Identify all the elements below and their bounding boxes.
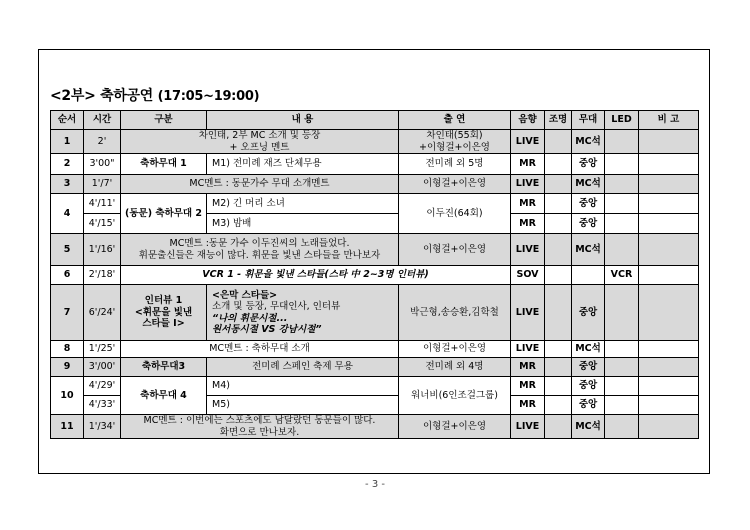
row-no: 2 — [51, 154, 84, 175]
row-time: 3'/00' — [84, 358, 121, 377]
table-row — [51, 358, 699, 377]
row-category: 축하무대 4 — [121, 377, 207, 415]
row-content: 전미례 스페인 축제 무용 — [207, 358, 399, 377]
row-lighting — [545, 415, 572, 439]
row-led — [605, 130, 639, 154]
row-content: M1) 전미례 재즈 단체무용 — [207, 154, 399, 175]
cast-line: 차인태(55회) — [426, 130, 483, 141]
row-remarks — [639, 234, 699, 266]
row-led — [605, 175, 639, 194]
row-lighting — [545, 341, 572, 358]
col-header-sound: 음향 — [511, 111, 545, 130]
row-lighting — [545, 194, 572, 214]
row-time: 4'/11' — [84, 194, 121, 214]
col-header-stage: 무대 — [572, 111, 605, 130]
row-cast — [399, 130, 511, 154]
row-no: 4 — [51, 194, 84, 234]
cast-line: +이형걸+이은영 — [419, 141, 490, 153]
row-sound: MR — [511, 194, 545, 214]
row-time: 4'/33' — [84, 396, 121, 415]
col-header-led: LED — [605, 111, 639, 130]
row-remarks — [639, 194, 699, 214]
row-stage: MC석 — [572, 415, 605, 439]
row-lighting — [545, 266, 572, 285]
row-sound: MR — [511, 154, 545, 175]
row-lighting — [545, 175, 572, 194]
row-cast: 이두진(64회) — [399, 194, 511, 234]
row-stage: 중앙 — [572, 154, 605, 175]
row-remarks — [639, 358, 699, 377]
row-led — [605, 415, 639, 439]
row-led: VCR — [605, 266, 639, 285]
row-lighting — [545, 130, 572, 154]
table-row — [51, 130, 699, 154]
row-sound: MR — [511, 396, 545, 415]
row-remarks — [639, 214, 699, 234]
row-sound: MR — [511, 214, 545, 234]
row-time: 2'/18' — [84, 266, 121, 285]
row-lighting — [545, 396, 572, 415]
row-lighting — [545, 358, 572, 377]
row-led — [605, 341, 639, 358]
row-content: M4) — [207, 377, 399, 396]
row-led — [605, 377, 639, 396]
content-line: 소개 및 등장, 무대인사, 인터뷰 — [212, 301, 341, 312]
row-remarks — [639, 130, 699, 154]
content-line: <은막 스타들> — [212, 289, 278, 301]
row-cast: 이형걸+이은영 — [399, 234, 511, 266]
row-remarks — [639, 154, 699, 175]
row-no: 5 — [51, 234, 84, 266]
row-time: 2' — [84, 130, 121, 154]
row-remarks — [639, 285, 699, 341]
row-stage: 중앙 — [572, 285, 605, 341]
table-row — [51, 154, 699, 175]
row-content: M2) 긴 머리 소녀 — [207, 194, 399, 214]
page-number: - 3 - — [365, 479, 385, 490]
col-header-content: 내 용 — [207, 111, 399, 130]
col-header-no: 순서 — [51, 111, 84, 130]
row-remarks — [639, 377, 699, 396]
row-cast: 박근형,송승환,김학철 — [399, 285, 511, 341]
row-stage: 중앙 — [572, 358, 605, 377]
row-stage: 중앙 — [572, 377, 605, 396]
row-sound: SOV — [511, 266, 545, 285]
table-row — [51, 377, 699, 396]
row-time: 1'/16' — [84, 234, 121, 266]
row-sound: LIVE — [511, 234, 545, 266]
row-sound: LIVE — [511, 175, 545, 194]
row-stage: 중앙 — [572, 396, 605, 415]
row-stage: MC석 — [572, 130, 605, 154]
content-line: + 오프닝 멘트 — [229, 141, 290, 153]
row-no: 11 — [51, 415, 84, 439]
row-sound: MR — [511, 377, 545, 396]
row-category: 축하무대3 — [121, 358, 207, 377]
content-line: “나의 휘문시절... — [212, 312, 288, 324]
row-no: 3 — [51, 175, 84, 194]
heading-part: <2부> 축하공연 — [50, 88, 153, 104]
row-cast: 이형걸+이은영 — [399, 415, 511, 439]
col-header-category: 구분 — [121, 111, 207, 130]
row-remarks — [639, 341, 699, 358]
row-lighting — [545, 234, 572, 266]
row-stage: MC석 — [572, 175, 605, 194]
row-time: 3'00" — [84, 154, 121, 175]
col-header-cast: 출 연 — [399, 111, 511, 130]
row-remarks — [639, 175, 699, 194]
table-row — [51, 285, 699, 341]
row-cast: 이형걸+이은영 — [399, 175, 511, 194]
category-line: 인터뷰 1 — [144, 295, 183, 307]
row-category: 축하무대 1 — [121, 154, 207, 175]
header-row — [51, 111, 699, 130]
row-lighting — [545, 214, 572, 234]
row-content: VCR 1 - 휘문을 빛낸 스타들(스타 中 2~3명 인터뷰) — [121, 266, 511, 285]
row-time: 6'/24' — [84, 285, 121, 341]
row-remarks — [639, 415, 699, 439]
row-lighting — [545, 154, 572, 175]
table-row — [51, 266, 699, 285]
content-line: MC멘트 : 이번에는 스포츠에도 남달랐던 동문들이 많다. — [143, 415, 376, 426]
category-line: 스타들 I> — [142, 318, 185, 330]
row-cast: 전미례 외 4명 — [399, 358, 511, 377]
row-cast: 워너비(6인조걸그룹) — [399, 377, 511, 415]
table-row — [51, 415, 699, 439]
table-row — [51, 341, 699, 358]
row-time: 1'/7' — [84, 175, 121, 194]
row-content: M5) — [207, 396, 399, 415]
row-no: 9 — [51, 358, 84, 377]
row-category — [121, 285, 207, 341]
row-category: (동문) 축하무대 2 — [121, 194, 207, 234]
row-stage: MC석 — [572, 341, 605, 358]
row-no: 8 — [51, 341, 84, 358]
content-line: 원서동시절 VS 강남시절” — [212, 324, 322, 335]
row-time: 1'/25' — [84, 341, 121, 358]
row-content — [207, 285, 399, 341]
row-stage: 중앙 — [572, 194, 605, 214]
row-no: 10 — [51, 377, 84, 415]
content-line: 화면으로 만나보자. — [219, 426, 300, 438]
section-heading — [50, 85, 259, 105]
content-line: MC멘트 :동문 가수 이두진씨의 노래들었다. — [169, 238, 350, 249]
row-remarks — [639, 266, 699, 285]
row-content — [121, 234, 399, 266]
row-content — [121, 130, 399, 154]
row-no: 7 — [51, 285, 84, 341]
col-header-time: 시간 — [84, 111, 121, 130]
row-sound: MR — [511, 358, 545, 377]
col-header-remarks: 비 고 — [639, 111, 699, 130]
row-stage: MC석 — [572, 234, 605, 266]
table-row — [51, 194, 699, 214]
row-sound: LIVE — [511, 415, 545, 439]
row-led — [605, 285, 639, 341]
row-led — [605, 194, 639, 214]
row-cast: 이형걸+이은영 — [399, 341, 511, 358]
row-content: M3) 밤배 — [207, 214, 399, 234]
row-led — [605, 214, 639, 234]
row-stage: 중앙 — [572, 214, 605, 234]
row-sound: LIVE — [511, 285, 545, 341]
content-line: 차인태, 2부 MC 소개 및 등장 — [198, 130, 321, 141]
row-no: 6 — [51, 266, 84, 285]
row-sound: LIVE — [511, 341, 545, 358]
row-led — [605, 358, 639, 377]
row-stage — [572, 266, 605, 285]
row-lighting — [545, 285, 572, 341]
row-time: 1'/34' — [84, 415, 121, 439]
row-sound: LIVE — [511, 130, 545, 154]
program-table — [50, 110, 699, 439]
row-content: MC멘트 : 축하무대 소개 — [121, 341, 399, 358]
row-cast: 전미례 외 5명 — [399, 154, 511, 175]
col-header-lighting: 조명 — [545, 111, 572, 130]
table-row — [51, 175, 699, 194]
row-remarks — [639, 396, 699, 415]
table-row — [51, 234, 699, 266]
category-line: <휘문을 빛낸 — [134, 306, 193, 318]
row-time: 4'/15' — [84, 214, 121, 234]
heading-time: (17:05~19:00) — [157, 89, 260, 104]
row-lighting — [545, 377, 572, 396]
row-led — [605, 154, 639, 175]
content-line: 휘문출신들은 재능이 많다. 휘문을 빛낸 스타들을 만나보자 — [138, 249, 381, 261]
row-time: 4'/29' — [84, 377, 121, 396]
row-led — [605, 234, 639, 266]
row-led — [605, 396, 639, 415]
row-content — [121, 415, 399, 439]
row-content: MC멘트 : 동문가수 무대 소개멘트 — [121, 175, 399, 194]
row-no: 1 — [51, 130, 84, 154]
